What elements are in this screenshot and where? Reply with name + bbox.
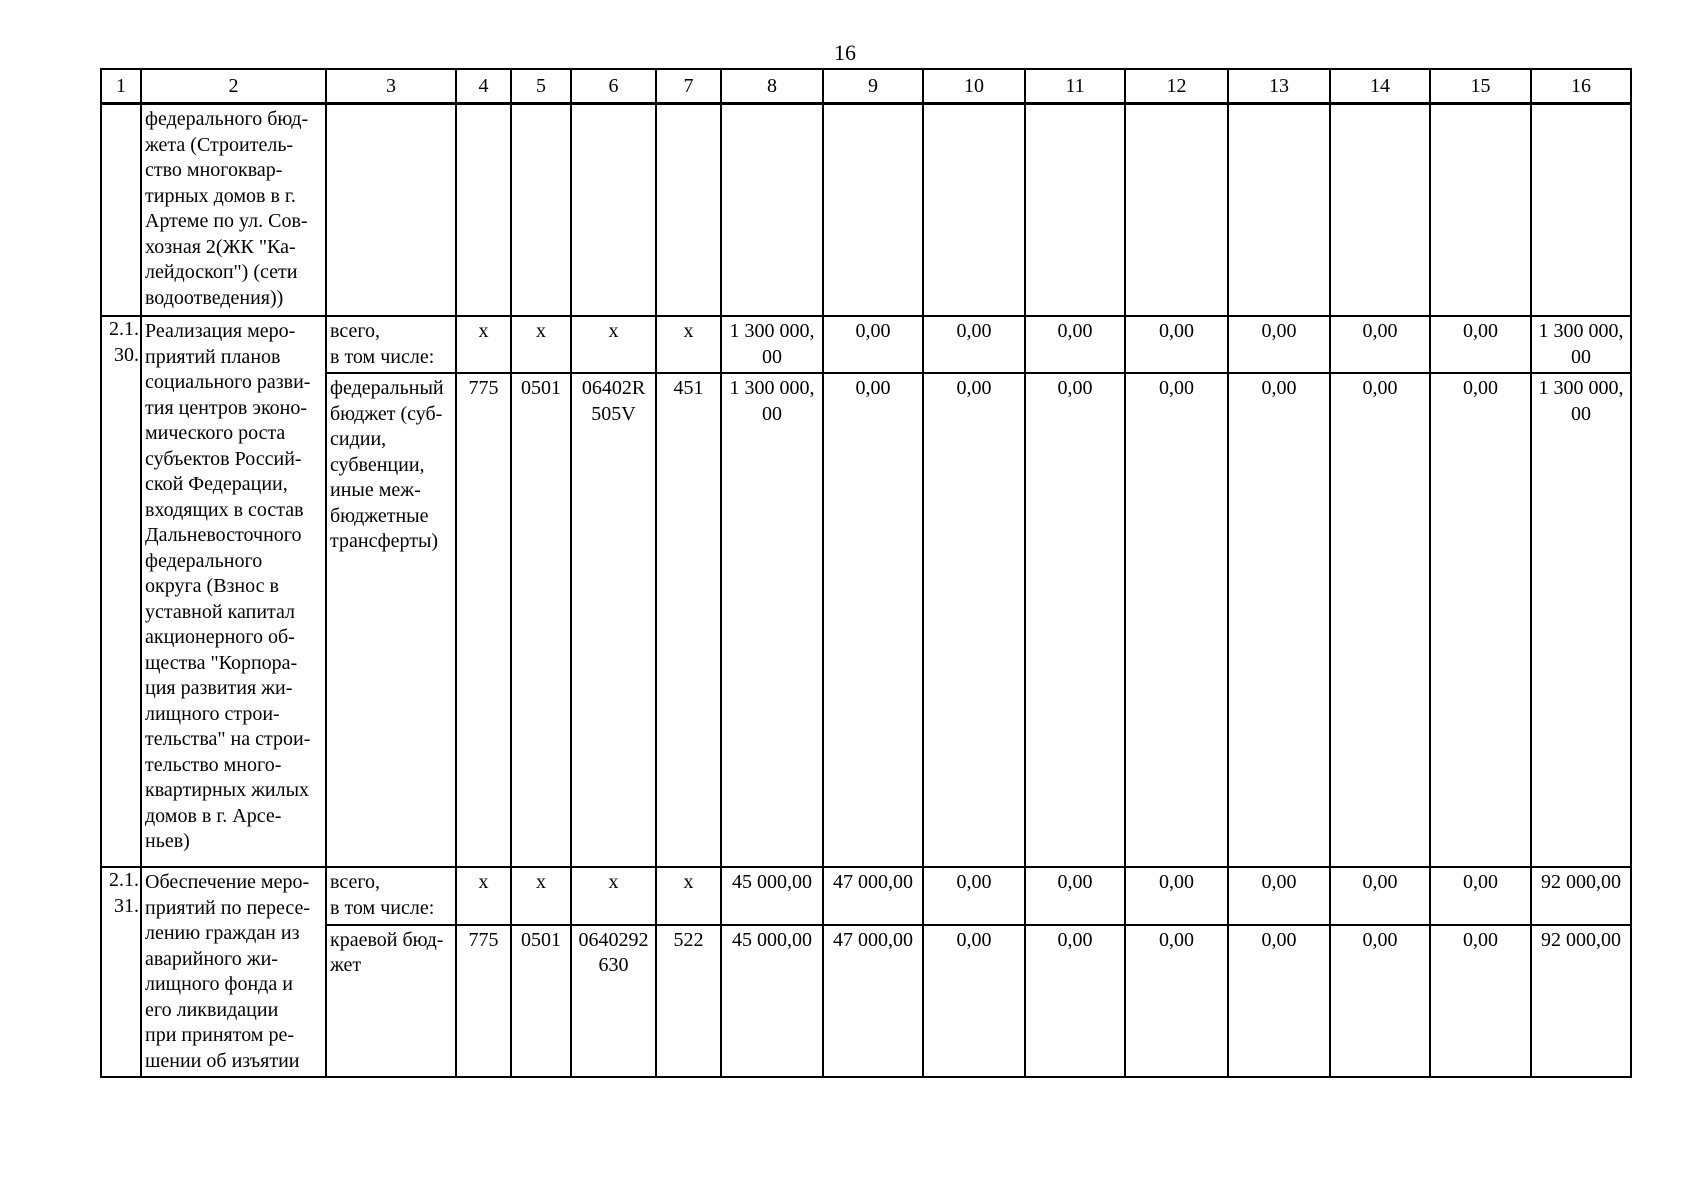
amount-cell: 0,00	[1125, 316, 1228, 373]
amount-cell: 0,00	[1125, 373, 1228, 867]
total-amount-cell: 92 000,00	[1531, 867, 1631, 925]
column-number: 6	[571, 69, 656, 103]
total-amount-cell: 92 000,00	[1531, 925, 1631, 1077]
amount-cell: 0,00	[1025, 867, 1125, 925]
funding-source-cell: всего, в том числе:	[326, 867, 456, 925]
column-number: 7	[656, 69, 721, 103]
amount-cell	[823, 104, 923, 316]
column-number-header	[100, 68, 1632, 104]
amount-cell: 0,00	[1125, 867, 1228, 925]
column-number: 2	[141, 69, 326, 103]
amount-cell: 0,00	[1125, 925, 1228, 1077]
column-number: 10	[923, 69, 1025, 103]
amount-cell: 0,00	[1430, 925, 1531, 1077]
table-row	[101, 373, 1631, 867]
funding-source-cell: федеральный бюджет (суб- сидии, субвенции, иные меж- бюджетные трансферты)	[326, 373, 456, 867]
amount-cell: 47 000,00	[823, 867, 923, 925]
code-cell: 0640292 630	[571, 925, 656, 1077]
code-cell	[511, 104, 571, 316]
code-cell: 775	[456, 925, 511, 1077]
amount-cell	[1330, 104, 1430, 316]
amount-cell: 0,00	[1330, 316, 1430, 373]
code-cell: 06402R 505V	[571, 373, 656, 867]
activity-description-cell: Реализация меро- приятий планов социального разви- тия центров эконо- мического роста субъектов Россий- ской Федерации, входящих в состав Дальневосточного федерального округа (Взнос в уставной капитал акционерного об- щества "Корпора- ция развития жи- лищного строи- тельства" на строи- тельство много- квартирных жилых домов в г. Арсе- ньев)	[141, 316, 326, 867]
column-number: 12	[1125, 69, 1228, 103]
amount-cell	[923, 104, 1025, 316]
code-cell: 775	[456, 373, 511, 867]
amount-cell: 47 000,00	[823, 925, 923, 1077]
amount-cell: 0,00	[823, 316, 923, 373]
amount-cell: 0,00	[1228, 373, 1330, 867]
amount-cell: 45 000,00	[721, 867, 823, 925]
code-cell: х	[456, 316, 511, 373]
code-cell: х	[511, 316, 571, 373]
amount-cell	[721, 104, 823, 316]
code-cell: х	[456, 867, 511, 925]
column-number: 9	[823, 69, 923, 103]
row-number-cell	[101, 104, 141, 316]
amount-cell: 1 300 000, 00	[721, 316, 823, 373]
funding-source-cell	[326, 104, 456, 316]
code-cell: х	[511, 867, 571, 925]
column-number: 4	[456, 69, 511, 103]
funding-source-cell: краевой бюд- жет	[326, 925, 456, 1077]
amount-cell: 0,00	[1430, 373, 1531, 867]
amount-cell: 0,00	[1228, 316, 1330, 373]
amount-cell: 0,00	[923, 373, 1025, 867]
column-number: 16	[1531, 69, 1631, 103]
column-number: 3	[326, 69, 456, 103]
amount-cell	[1025, 104, 1125, 316]
total-amount-cell: 1 300 000, 00	[1531, 316, 1631, 373]
row-number-cell: 2.1. 31.	[101, 867, 141, 1077]
budget-table	[100, 103, 1632, 1078]
table-row	[101, 316, 1631, 373]
amount-cell	[1430, 104, 1531, 316]
amount-cell: 0,00	[1025, 316, 1125, 373]
amount-cell: 0,00	[1330, 867, 1430, 925]
amount-cell: 0,00	[1228, 867, 1330, 925]
total-amount-cell	[1531, 104, 1631, 316]
amount-cell: 0,00	[1025, 925, 1125, 1077]
code-cell: х	[571, 316, 656, 373]
column-number: 13	[1228, 69, 1330, 103]
column-number: 11	[1025, 69, 1125, 103]
code-cell: 522	[656, 925, 721, 1077]
amount-cell: 1 300 000, 00	[721, 373, 823, 867]
amount-cell: 0,00	[1430, 867, 1531, 925]
funding-source-cell: всего, в том числе:	[326, 316, 456, 373]
code-cell: 0501	[511, 373, 571, 867]
total-amount-cell: 1 300 000, 00	[1531, 373, 1631, 867]
amount-cell: 0,00	[923, 925, 1025, 1077]
page-number: 16	[834, 40, 856, 65]
column-number: 8	[721, 69, 823, 103]
code-cell: х	[656, 316, 721, 373]
amount-cell: 0,00	[823, 373, 923, 867]
amount-cell: 45 000,00	[721, 925, 823, 1077]
amount-cell: 0,00	[1228, 925, 1330, 1077]
amount-cell	[1228, 104, 1330, 316]
amount-cell: 0,00	[923, 867, 1025, 925]
column-number: 5	[511, 69, 571, 103]
column-number: 14	[1330, 69, 1430, 103]
amount-cell: 0,00	[1430, 316, 1531, 373]
code-cell: 0501	[511, 925, 571, 1077]
column-number: 15	[1430, 69, 1531, 103]
amount-cell: 0,00	[1025, 373, 1125, 867]
amount-cell: 0,00	[923, 316, 1025, 373]
code-cell: 451	[656, 373, 721, 867]
activity-description-cell: Обеспечение меро- приятий по пересе- лению граждан из аварийного жи- лищного фонда и его ликвидации при принятом ре- шении об изъятии	[141, 867, 326, 1077]
code-cell: х	[571, 867, 656, 925]
table-row	[101, 867, 1631, 925]
table-row	[101, 104, 1631, 316]
column-number: 1	[101, 69, 141, 103]
amount-cell: 0,00	[1330, 373, 1430, 867]
amount-cell: 0,00	[1330, 925, 1430, 1077]
code-cell: х	[656, 867, 721, 925]
row-number-cell: 2.1. 30.	[101, 316, 141, 867]
table-row	[101, 925, 1631, 1077]
code-cell	[456, 104, 511, 316]
amount-cell	[1125, 104, 1228, 316]
code-cell	[656, 104, 721, 316]
activity-description-cell: федерального бюд- жета (Строитель- ство многоквар- тирных домов в г. Артеме по ул. Сов- хозная 2(ЖК "Ка- лейдоскоп") (сети водоотведения))	[141, 104, 326, 316]
code-cell	[571, 104, 656, 316]
